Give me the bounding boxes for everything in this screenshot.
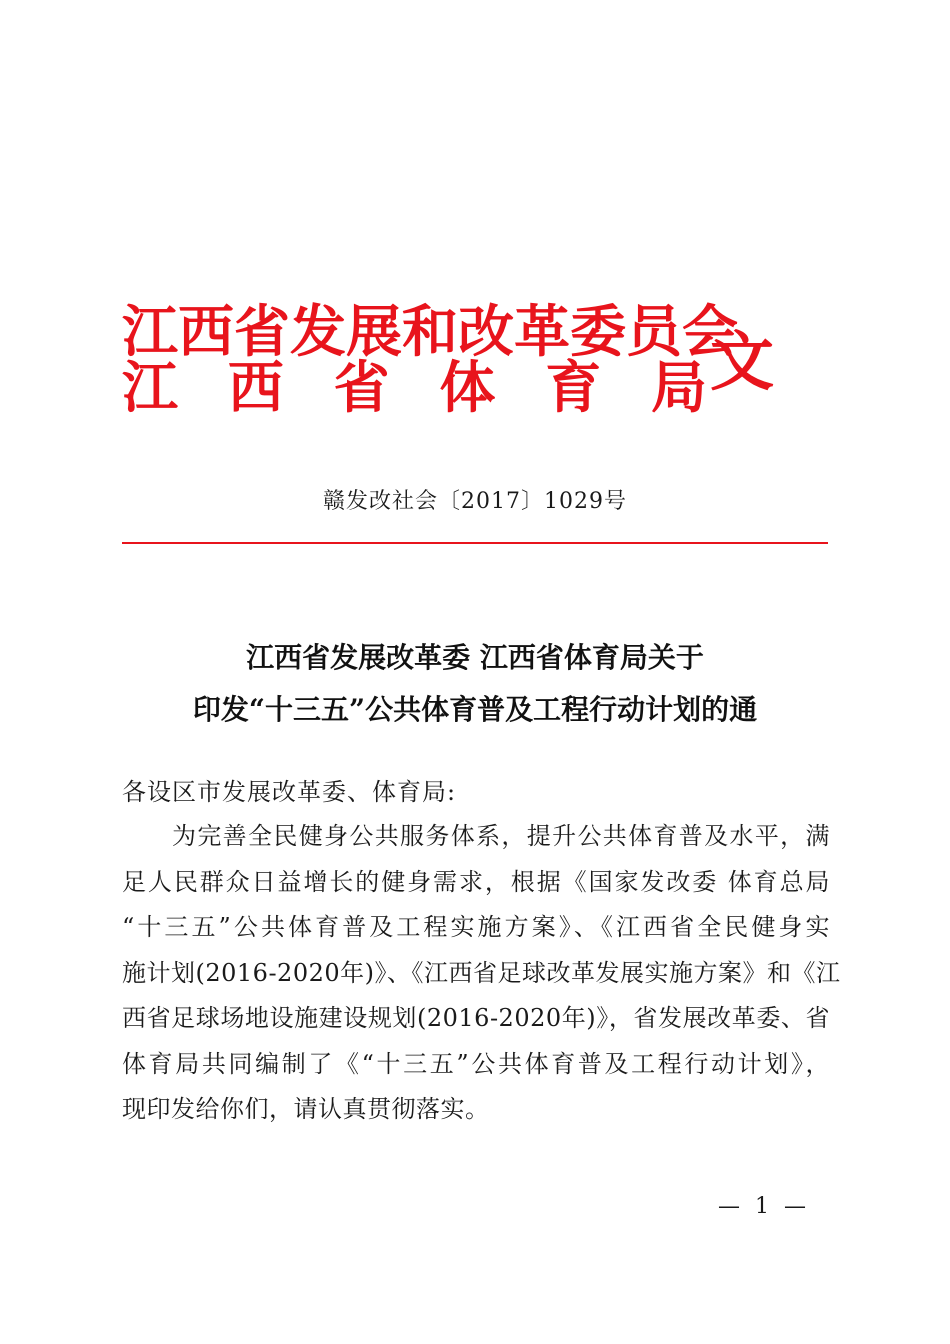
title-line-1: 江西省发展改革委 江西省体育局关于 — [246, 641, 704, 674]
issuer-ndrc: 江西省发展和改革委员会 — [122, 299, 738, 365]
title-line-2: 印发“十三五”公共体育普及工程行动计划的通 — [192, 693, 758, 726]
issuer-char: 育 — [545, 355, 602, 421]
body-line: 西省足球场地设施建设规划(2016-2020年)》，省发展改革委、省 — [122, 1004, 830, 1032]
issuer-char: 西 — [227, 355, 284, 421]
document-title — [0, 632, 950, 736]
doc-type-mark: 文 — [710, 325, 774, 400]
red-letterhead — [122, 300, 782, 420]
body-line: “十三五”公共体育普及工程实施方案》、《江西省全民健身实 — [122, 913, 830, 941]
document-number: 赣发改社会〔2017〕1029号 — [323, 489, 627, 514]
issuer-char: 体 — [439, 355, 496, 421]
body-paragraph — [122, 814, 841, 1133]
body-line: 足人民群众日益增长的健身需求，根据《国家发改委 体育总局 — [122, 867, 830, 896]
issuer-char: 省 — [333, 355, 390, 421]
body-line: 施计划(2016-2020年)》、《江西省足球改革发展实施方案》和《江 — [122, 958, 841, 987]
body-line: 现印发给你们，请认真贯彻落实。 — [122, 1095, 490, 1123]
body-line: 体育局共同编制了《“十三五”公共体育普及工程行动计划》， — [122, 1049, 830, 1078]
issuer-sports-bureau — [122, 355, 707, 421]
issuer-char: 局 — [650, 355, 707, 421]
red-divider — [122, 542, 828, 544]
page-number: — 1 — — [718, 1194, 810, 1219]
issuer-char: 江 — [122, 355, 178, 421]
salutation: 各设区市发展改革委、体育局: — [122, 778, 457, 806]
body-line: 为完善全民健身公共服务体系，提升公共体育普及水平，满 — [172, 822, 830, 850]
